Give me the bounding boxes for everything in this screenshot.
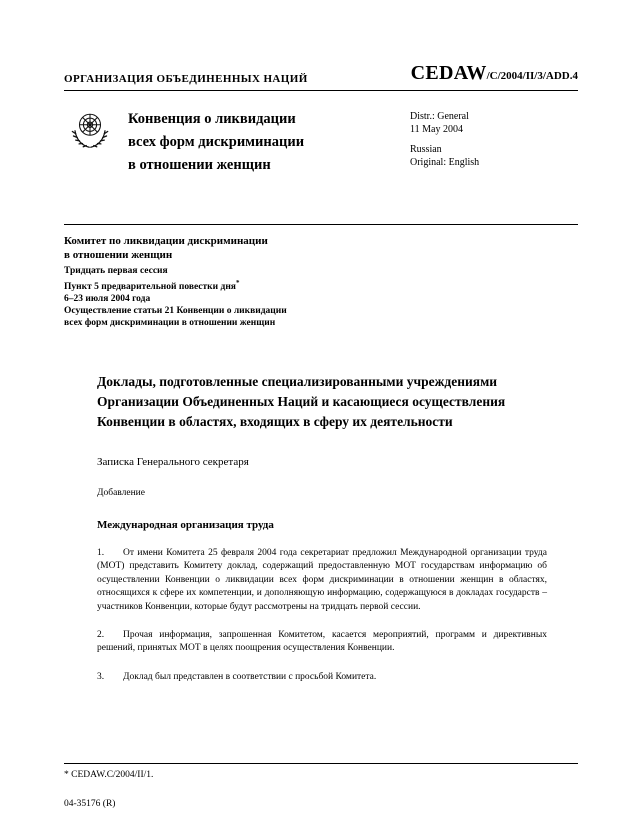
masthead-divider [64,224,578,225]
committee-name-line-1: Комитет по ликвидации дискриминации [64,235,268,247]
agenda-item-title-line-2: всех форм дискриминации в отношении женщин [64,318,276,329]
session-dates: 6–23 июля 2004 года [64,294,151,305]
distribution-gap [410,136,479,143]
note-by-secretary-general: Записка Генерального секретаря [97,456,249,468]
convention-title-line-2: всех форм дискриминации [128,134,305,150]
distribution-block [410,110,479,169]
document-symbol-number: /C/2004/II/3/ADD.4 [486,70,578,82]
footnote-text: * CEDAW.C/2004/II/1. [64,770,154,780]
paragraph-1-text: От имени Комитета 25 февраля 2004 года секретариат предложил Международной организации труда (МОТ) представить Комитету доклад, содержащий предоставленную МОТ государствам информацию об осуществлении Конвенции о ликвидации всех форм дискриминации в отношении женщин в областях, относящихся к сфере их компетенции, и дополняющую информацию, содержащуюся в докладах государств – участников Конвенции, которые будут рассмотрены на тридцать первой сессии. [97,548,547,612]
paragraph-3-number: 3. [97,671,105,682]
org-name: ОРГАНИЗАЦИЯ ОБЪЕДИНЕННЫХ НАЦИЙ [64,73,308,85]
addendum-label: Добавление [97,488,145,498]
distribution-type: Distr.: General [410,111,469,122]
agenda-item [64,277,287,293]
report-title: Доклады, подготовленные специализированными учреждениями Организации Объединенных Наций и касающиеся осуществления Конвенции в областях, входящих в сферу их деятельности [97,374,506,429]
paragraph-2-text: Прочая информация, запрошенная Комитетом, касается мероприятий, программ и директивных решений, принятых МОТ в целях поощрения осуществления Конвенции. [97,630,547,654]
paragraph-2-number: 2. [97,630,105,641]
un-emblem-logo [66,104,114,156]
document-job-number: 04-35176 (R) [64,799,116,809]
document-symbol-series: CEDAW [410,62,487,84]
agenda-item-title-line-1: Осуществление статьи 21 Конвенции о ликвидации [64,306,287,317]
convention-title-line-1: Конвенция о ликвидации [128,111,296,127]
distribution-date: 11 May 2004 [410,124,463,135]
agenda-item-text: Пункт 5 предварительной повестки дня [64,282,236,293]
agenda-footnote-marker: * [235,279,240,287]
un-emblem-icon [66,104,114,156]
paragraph-1-number: 1. [97,548,105,558]
document-symbol [411,62,578,85]
section-heading-ilo: Международная организация труда [97,519,274,531]
session-block [64,234,287,329]
original-language: Original: English [410,157,480,168]
paragraph-1 [97,547,547,614]
session-number: Тридцать первая сессия [64,266,168,276]
paragraph-2 [97,629,547,656]
convention-title-line-3: в отношении женщин [128,157,271,173]
paragraph-3 [97,671,547,684]
document-body [97,372,547,699]
paragraph-3-text: Доклад был представлен в соответствии с просьбой Комитета. [123,671,377,682]
footnote-divider [64,763,578,764]
document-header [64,62,578,85]
header-divider [64,90,578,91]
document-language: Russian [410,144,442,155]
convention-title [128,108,304,177]
committee-name-line-2: в отношении женщин [64,249,173,261]
